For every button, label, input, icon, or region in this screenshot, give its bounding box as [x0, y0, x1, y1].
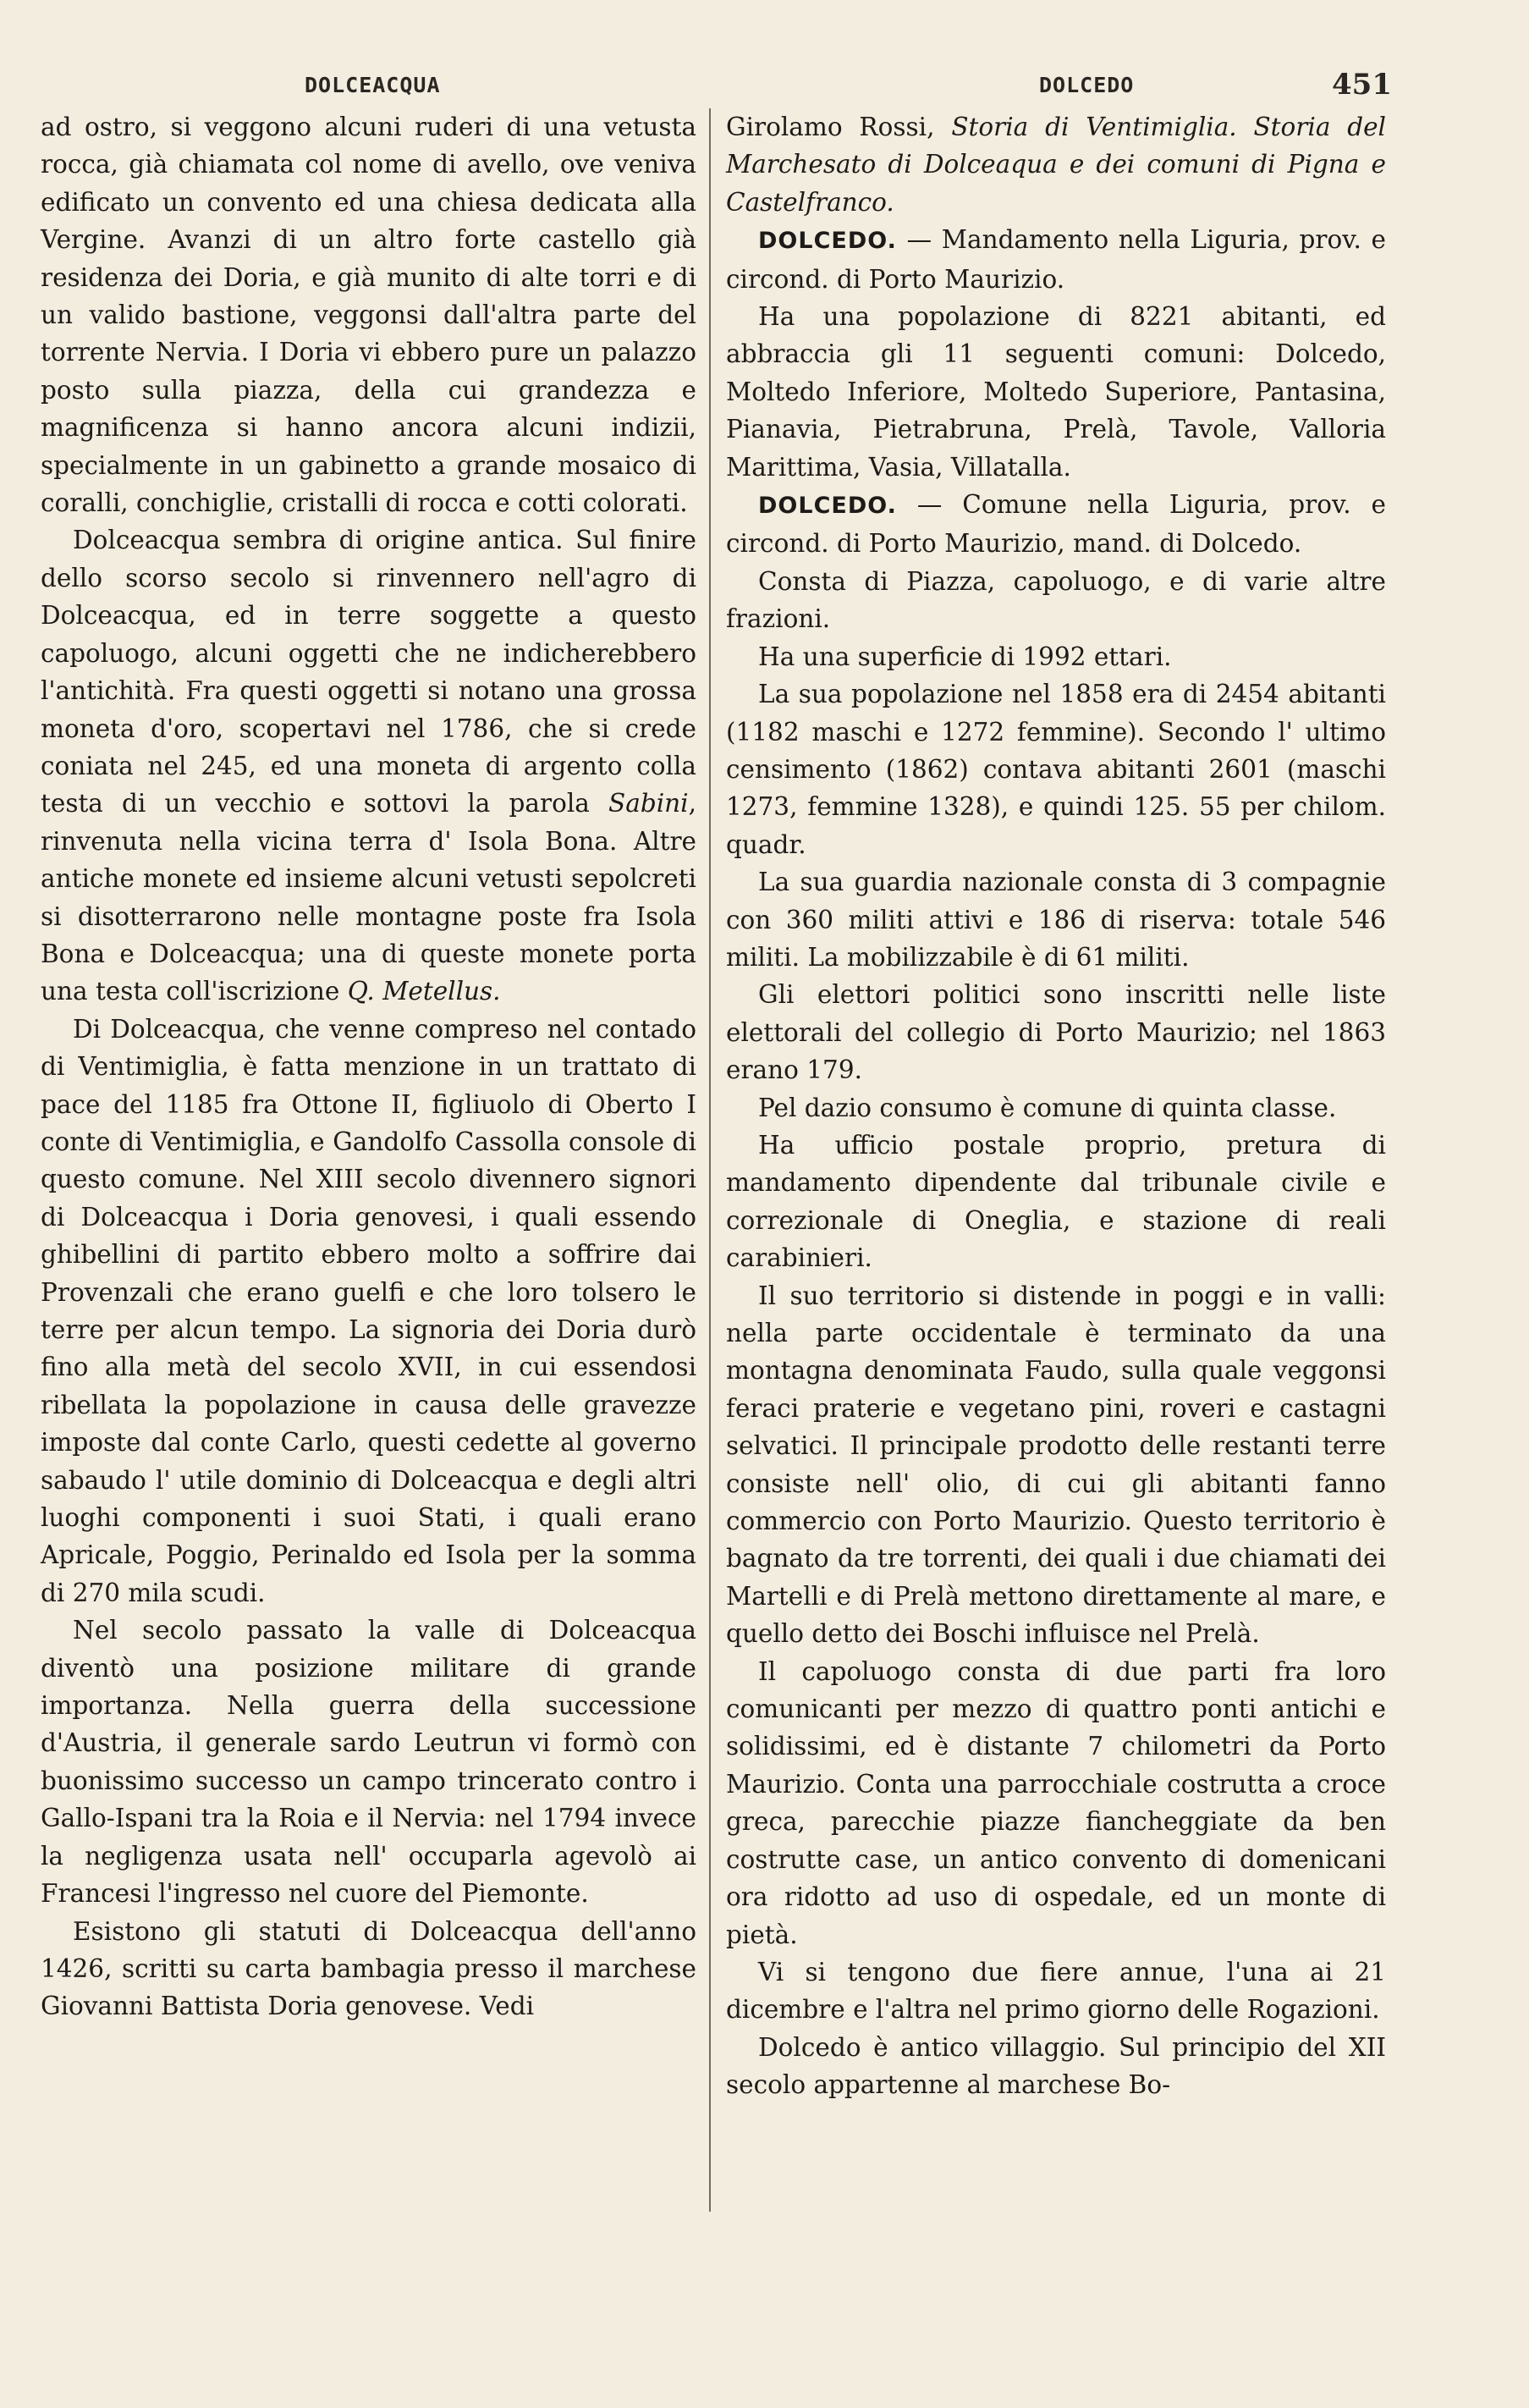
entry-heading: DOLCEDO. — [758, 493, 897, 520]
paragraph: La sua guardia nazionale consta di 3 compagnie con 360 militi attivi e 186 di riserva: totale 546 militi. La mobilizzabile è di 61 militi. — [726, 868, 1386, 972]
entry-paragraph: DOLCEDO. — Mandamento nella Liguria, prov. e circond. di Porto Maurizio. — [726, 225, 1386, 294]
left-column — [41, 108, 696, 2025]
running-header — [0, 66, 1529, 108]
paragraph: Consta di Piazza, capoluogo, e di varie altre frazioni. — [726, 566, 1386, 634]
paragraph: Vi si tengono due fiere annue, l'una ai 21 dicembre e l'altra nel primo giorno delle Rogazioni. — [726, 1957, 1386, 2025]
italic-term: Sabini — [608, 789, 689, 818]
right-column — [726, 108, 1386, 2104]
paragraph: Nel secolo passato la valle di Dolceacqua diventò una posizione militare di grande importanza. Nella guerra della successione d'Austria, il generale sardo Leutrun vi formò con buonissimo successo un campo trincerato contro i Gallo-Ispani tra la Roia e il Nervia: nel 1794 invece la negligenza usata nell' occuparla agevolò ai Francesi l'ingresso nel cuore del Piemonte. — [41, 1616, 696, 1909]
paragraph: Ha una popolazione di 8221 abitanti, ed abbraccia gli 11 seguenti comuni: Dolcedo, Moltedo Inferiore, Moltedo Superiore, Pantasina, Pianavia, Pietrabruna, Prelà, Tavole, Valloria Marittima, Vasia, Villatalla. — [726, 302, 1386, 482]
column-divider — [709, 108, 711, 2212]
paragraph: Dolceacqua sembra di origine antica. Sul finire dello scorso secolo si rinvennero nell'agro di Dolceacqua, ed in terre soggette a questo capoluogo, alcuni oggetti che ne indicherebbero l'antichità. Fra questi oggetti si notano una grossa moneta d'oro, scopertavi nel 1786, che si crede coniata nel 245, ed una moneta di argento colla testa di un vecchio e sottovi la parola Sabini, rinvenuta nella vicina terra d' Isola Bona. Altre antiche monete ed insieme alcuni vetusti sepolcreti si disotterrarono nelle montagne poste fra Isola Bona e Dolceacqua; una di queste monete porta una testa coll'iscrizione Q. Metellus. — [41, 526, 696, 1006]
paragraph: Dolcedo è antico villaggio. Sul principio del XII secolo appartenne al marchese Bo- — [726, 2032, 1386, 2100]
entry-paragraph: DOLCEDO. — Comune nella Liguria, prov. e circond. di Porto Maurizio, mand. di Dolcedo. — [726, 490, 1386, 559]
paragraph: Il suo territorio si distende in poggi e in valli: nella parte occidentale è terminato da una montagna denominata Faudo, sulla quale veggonsi feraci praterie e vegetano pini, roveri e castagni selvatici. Il principale prodotto delle restanti terre consiste nell' olio, di cui gli abitanti fanno commercio con Porto Maurizio. Questo territorio è bagnato da tre torrenti, dei quali i due chiamati dei Martelli e di Prelà mettono direttamente al mare, e quello detto dei Boschi influisce nel Prelà. — [726, 1281, 1386, 1649]
paragraph: La sua popolazione nel 1858 era di 2454 abitanti (1182 maschi e 1272 femmine). Secondo l' ultimo censimento (1862) contava abitanti 2601 (maschi 1273, femmine 1328), e quindi 125. 55 per chilom. quadr. — [726, 680, 1386, 859]
paragraph: Di Dolceacqua, che venne compreso nel contado di Ventimiglia, è fatta menzione in un trattato di pace del 1185 fra Ottone II, figliuolo di Oberto I conte di Ventimiglia, e Gandolfo Cassolla console di questo comune. Nel XIII secolo divennero signori di Dolceacqua i Doria genovesi, i quali essendo ghibellini di partito ebbero molto a soffrire dai Provenzali che erano guelfi e che loro tolsero le terre per alcun tempo. La signoria dei Doria durò fino alla metà del secolo XVII, in cui essendosi ribellata la popolazione in causa delle gravezze imposte dal conte Carlo, questi cedette al governo sabaudo l' utile dominio di Dolceacqua e degli altri luoghi componenti i suoi Stati, i quali erano Apricale, Poggio, Perinaldo ed Isola per la somma di 270 mila scudi. — [41, 1014, 696, 1607]
paragraph: Ha una superficie di 1992 ettari. — [758, 642, 1172, 671]
page-number: 451 — [1332, 68, 1392, 102]
entry-heading: DOLCEDO. — [758, 228, 897, 255]
paragraph: Girolamo Rossi, Storia di Ventimiglia. Storia del Marchesato di Dolceaqua e dei comuni di Pigna e Castelfranco. — [726, 113, 1386, 217]
paragraph: Ha ufficio postale proprio, pretura di mandamento dipendente dal tribunale civile e correzionale di Oneglia, e stazione di reali carabinieri. — [726, 1130, 1386, 1273]
paragraph: Esistono gli statuti di Dolceacqua dell'anno 1426, scritti su carta bambagia presso il marchese Giovanni Battista Doria genovese. Vedi — [41, 1916, 696, 2021]
header-right-title: DOLCEDO — [1039, 73, 1135, 97]
italic-citation: Storia di Ventimiglia. Storia del Marchesato di Dolceaqua e dei comuni di Pigna e Castelfranco. — [726, 113, 1386, 217]
paragraph: Il capoluogo consta di due parti fra loro comunicanti per mezzo di quattro ponti antichi e solidissimi, ed è distante 7 chilometri da Porto Maurizio. Conta una parrocchiale costrutta a croce greca, parecchie piazze fiancheggiate da ben costrutte case, un antico convento di domenicani ora ridotto ad uso di ospedale, ed un monte di pietà. — [726, 1656, 1386, 1949]
paragraph: ad ostro, si veggono alcuni ruderi di una vetusta rocca, già chiamata col nome di avello, ove veniva edificato un convento ed una chiesa dedicata alla Vergine. Avanzi di un altro forte castello già residenza dei Doria, e già munito di alte torri e di un valido bastione, veggonsi dall'altra parte del torrente Nervia. I Doria vi ebbero pure un palazzo posto sulla piazza, della cui grandezza e magnificenza si hanno ancora alcuni indizii, specialmente in un gabinetto a grande mosaico di coralli, conchiglie, cristalli di rocca e cotti colorati. — [41, 113, 696, 518]
italic-inscription: Q. Metellus. — [347, 977, 501, 1006]
header-left-title: DOLCEACQUA — [305, 73, 441, 97]
paragraph: Pel dazio consumo è comune di quinta classe. — [758, 1093, 1337, 1122]
paragraph: Gli elettori politici sono inscritti nelle liste elettorali del collegio di Porto Maurizio; nel 1863 erano 179. — [726, 980, 1386, 1085]
